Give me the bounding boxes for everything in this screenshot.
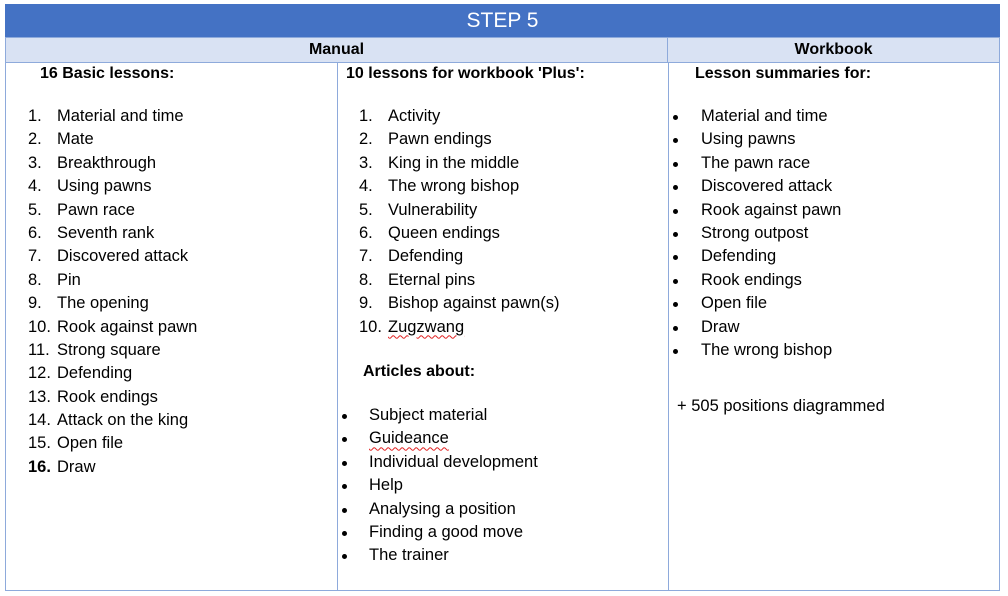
header-divider [6,62,999,63]
list-item [28,339,328,362]
list-item-number: 9. [28,294,42,313]
bullet-icon [342,508,347,513]
list-item-label: The wrong bishop [388,177,520,196]
list-item [673,245,993,268]
list-item-label: Rook against pawn [57,317,198,336]
list-item-number: 3. [28,153,42,172]
list-item-label: Defending [388,247,464,266]
list-item [28,386,328,409]
bullet-icon [673,349,678,354]
list-item-number: 16. [28,457,51,476]
list-item [28,199,328,222]
articles-heading: Articles about: [363,363,476,380]
list-item-number: 7. [359,247,373,266]
list-item [28,245,328,268]
list-item-label: Queen endings [388,223,500,242]
list-item-number: 8. [28,270,42,289]
list-item-label: Open file [57,434,124,453]
list-item [342,544,662,567]
list-item-number: 6. [359,223,373,242]
list-item-label: Eternal pins [388,270,476,289]
workbook-plus-list [359,105,659,339]
list-item [28,456,328,479]
bullet-icon [673,162,678,167]
column-divider [337,62,338,590]
step-title: STEP 5 [5,4,1000,37]
list-item-label: The trainer [369,546,449,565]
list-item-label: Material and time [57,107,184,125]
list-item-label: Help [369,476,403,495]
list-item [342,498,662,521]
list-item-label: Pawn race [57,200,135,219]
bullet-icon [673,138,678,143]
bullet-icon [673,279,678,284]
lesson-summaries-heading: Lesson summaries for: [695,65,872,82]
list-item [28,432,328,455]
bullet-icon [673,255,678,260]
bullet-icon [673,209,678,214]
list-item-label: Discovered attack [57,247,189,266]
list-item [673,292,993,315]
basic-lessons-heading: 16 Basic lessons: [40,65,175,82]
list-item [28,292,328,315]
list-item-number: 6. [28,223,42,242]
workbook-plus-heading: 10 lessons for workbook 'Plus': [346,65,585,82]
list-item-number: 1. [28,107,42,125]
list-item-label: Analysing a position [369,499,516,518]
list-item-number: 5. [28,200,42,219]
list-item-label: The opening [57,294,149,313]
list-item [359,175,659,198]
list-item [342,404,662,427]
bullet-icon [673,185,678,190]
list-item [28,152,328,175]
list-item-label: Guideance [369,429,449,448]
list-item [359,269,659,292]
list-item [342,427,662,450]
list-item [28,105,328,128]
list-item-label: The pawn race [701,153,811,172]
list-item-label: Pin [57,270,81,289]
list-item [359,245,659,268]
list-item [673,199,993,222]
list-item-number: 11. [28,340,50,359]
lesson-summaries-list [673,105,993,362]
positions-note: + 505 positions diagrammed [677,397,885,415]
manual-column-header: Manual [6,38,668,62]
list-item-label: Zugzwang [388,317,465,336]
list-item [359,292,659,315]
list-item-number: 2. [359,130,373,149]
list-item [673,105,993,128]
bullet-icon [673,115,678,120]
list-item-label: Using pawns [57,177,152,196]
list-item [28,362,328,385]
list-item [28,222,328,245]
list-item-number: 7. [28,247,42,266]
list-item-label: Finding a good move [369,522,524,541]
list-item-label: Mate [57,130,94,149]
basic-lessons-list [28,105,328,479]
bullet-icon [342,437,347,442]
list-item [342,474,662,497]
list-item [28,128,328,151]
list-item [359,222,659,245]
list-item [342,451,662,474]
list-item-number: 4. [359,177,373,196]
list-item [673,222,993,245]
list-item-label: Using pawns [701,130,796,149]
list-item [359,316,659,339]
bullet-icon [673,302,678,307]
list-item [673,128,993,151]
list-item-number: 13. [28,387,51,406]
list-item-label: Rook endings [701,270,802,289]
list-item-label: Material and time [701,107,828,125]
bullet-icon [342,461,347,466]
bullet-icon [342,414,347,419]
bullet-icon [342,484,347,489]
list-item-label: King in the middle [388,153,520,172]
list-item-label: Draw [701,317,740,336]
list-item-label: Pawn endings [388,130,492,149]
bullet-icon [673,232,678,237]
list-item-label: Activity [388,107,441,125]
list-item-label: The wrong bishop [701,340,833,359]
list-item-label: Rook endings [57,387,158,406]
list-item-number: 3. [359,153,373,172]
list-item [28,269,328,292]
list-item-number: 8. [359,270,373,289]
list-item-label: Breakthrough [57,153,157,172]
list-item-number: 15. [28,434,51,453]
list-item-number: 14. [28,411,51,430]
list-item-number: 9. [359,294,373,313]
list-item [359,105,659,128]
list-item [342,521,662,544]
list-item-number: 10. [28,317,51,336]
list-item-number: 10. [359,317,382,336]
articles-list [342,404,662,568]
list-item-label: Individual development [369,452,538,471]
workbook-column-header: Workbook [668,38,999,62]
list-item-label: Rook against pawn [701,200,842,219]
list-item-label: Strong outpost [701,223,809,242]
list-item-number: 5. [359,200,373,219]
bullet-icon [342,554,347,559]
list-item [673,316,993,339]
list-item [673,152,993,175]
list-item-label: Defending [57,364,133,383]
bullet-icon [342,531,347,536]
list-item-label: Seventh rank [57,223,155,242]
list-item-label: Discovered attack [701,177,833,196]
list-item-label: Draw [57,457,96,476]
list-item [28,409,328,432]
list-item-label: Subject material [369,406,488,424]
list-item-label: Strong square [57,340,161,359]
list-item [359,199,659,222]
list-item-label: Defending [701,247,777,266]
list-item-label: Vulnerability [388,200,478,219]
list-item [673,269,993,292]
list-item [673,339,993,362]
bullet-icon [673,326,678,331]
lesson-table [5,37,1000,591]
list-item-number: 12. [28,364,51,383]
list-item [359,152,659,175]
list-item-label: Bishop against pawn(s) [388,294,560,313]
list-item-number: 4. [28,177,42,196]
list-item-number: 2. [28,130,42,149]
list-item [673,175,993,198]
list-item-label: Open file [701,294,768,313]
list-item [359,128,659,151]
list-item-number: 1. [359,107,373,125]
column-divider [668,62,669,590]
list-item [28,175,328,198]
list-item [28,316,328,339]
list-item-label: Attack on the king [57,411,189,430]
